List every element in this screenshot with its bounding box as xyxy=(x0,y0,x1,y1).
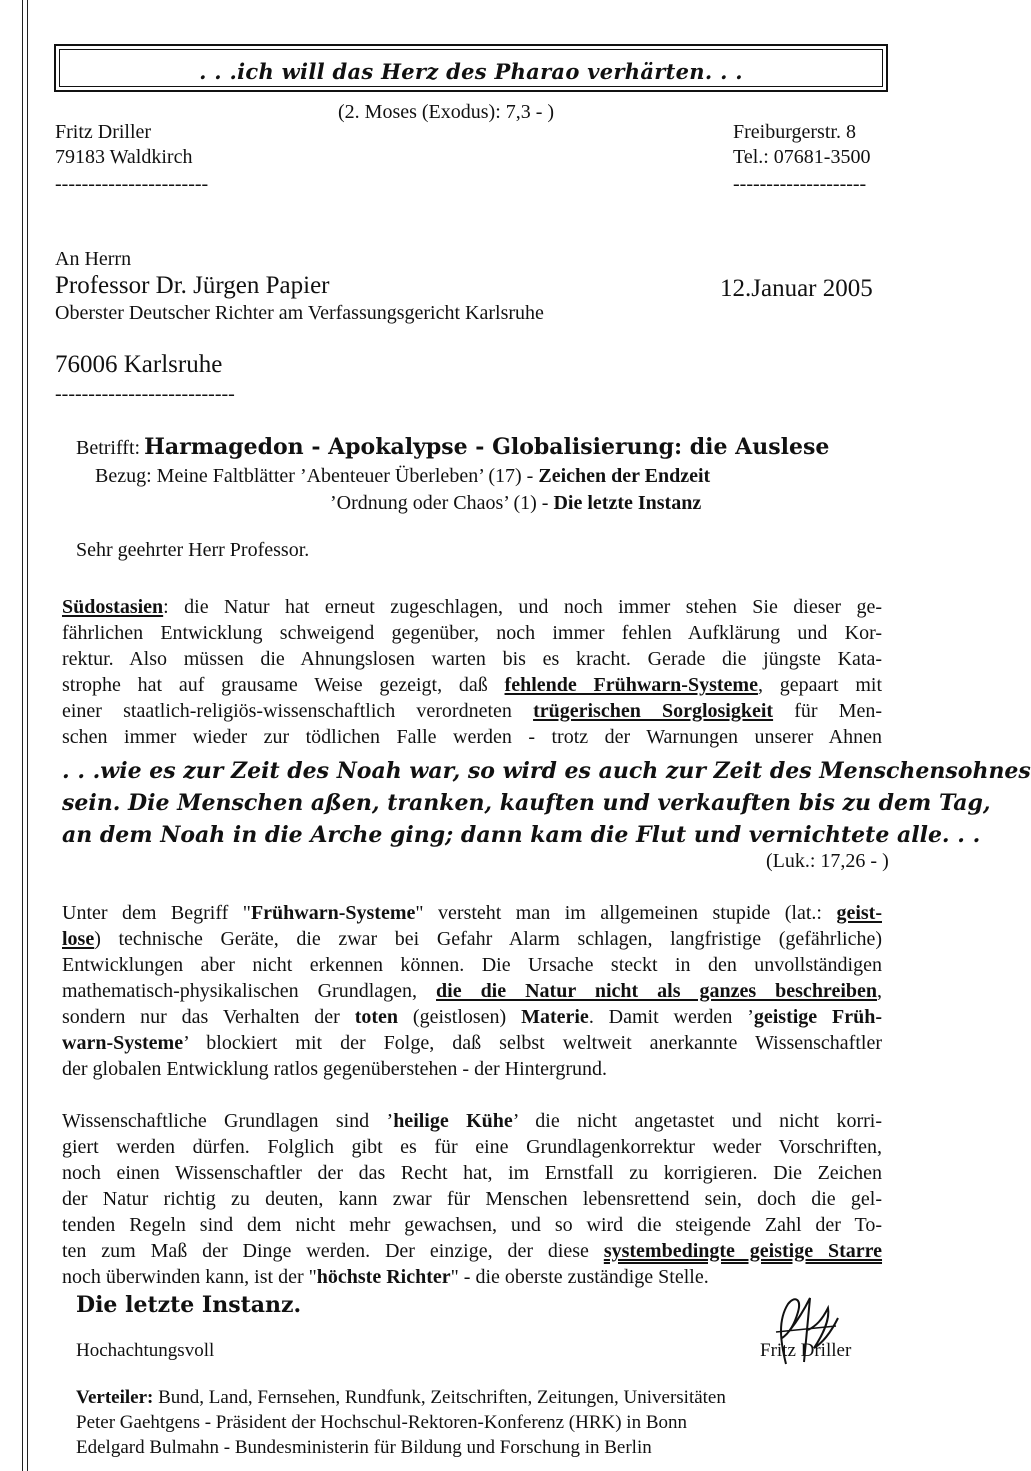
para3-line6: ten zum Maß der Dinge werden. Der einzige, der diese systembedingte geistige Starre xyxy=(62,1240,883,1262)
subject-label: Betrifft: xyxy=(76,437,141,459)
para2-line5: sondern nur das Verhalten der toten (geistlosen) Materie. Damit werden ’geistige Früh- xyxy=(62,1006,883,1028)
para2-line6: warn-Systeme’ blockiert mit der Folge, daß selbst weltweit anerkannte Wissenschaftler xyxy=(62,1032,882,1054)
motto-reference: (2. Moses (Exodus): 7,3 - ) xyxy=(338,101,555,123)
para2-line1: Unter dem Begriff "Frühwarn-Systeme" versteht man im allgemeinen stupide (lat.: geist- xyxy=(62,902,882,924)
quote-line1: . . .wie es zur Zeit des Noah war, so wird es auch zur Zeit des Menschensohnes xyxy=(62,758,1031,784)
final-authority: Die letzte Instanz. xyxy=(76,1292,302,1318)
para3-line5: tenden Regeln sind dem nicht mehr gewachsen, und so wird die steigende Zahl der To- xyxy=(62,1214,882,1236)
greeting: Sehr geehrter Herr Professor. xyxy=(76,539,310,561)
para2-line7: der globalen Entwicklung ratlos gegenüberstehen - der Hintergrund. xyxy=(62,1058,608,1080)
para3-line4: der Natur richtig zu deuten, kann zwar für Menschen lebensrettend sein, doch die gel- xyxy=(62,1188,882,1210)
sender-divider-right: -------------------- xyxy=(733,173,867,195)
reference-line-1: Bezug: Meine Faltblätter ’Abenteuer Überleben’ (17) - Zeichen der Endzeit xyxy=(95,465,711,487)
sender-divider: ----------------------- xyxy=(55,173,209,195)
subject-text: Harmagedon - Apokalypse - Globalisierung: die Auslese xyxy=(144,434,830,460)
handwritten-signature xyxy=(758,1290,858,1370)
para1-line3: rektur. Also müssen die Ahnungslosen warten bis es kracht. Gerade die jüngste Kata- xyxy=(62,648,882,670)
sender-name: Fritz Driller xyxy=(55,121,152,143)
para1-line2: fährlichen Entwicklung schweigend gegenüber, noch immer fehlen Aufklärung und Kor- xyxy=(62,622,882,644)
quote-reference: (Luk.: 17,26 - ) xyxy=(766,850,889,872)
para1-line6: schen immer wieder zur tödlichen Falle werden - trotz der Warnungen unserer Ahnen xyxy=(62,726,882,748)
subject-line xyxy=(76,436,829,458)
para1-line1: Südostasien: die Natur hat erneut zugeschlagen, und noch immer stehen Sie dieser ge- xyxy=(62,596,882,618)
quote-line3: an dem Noah in die Arche ging; dann kam die Flut und vernichtete alle. . . xyxy=(62,822,981,848)
closing: Hochachtungsvoll xyxy=(76,1340,215,1361)
recipient-divider: --------------------------- xyxy=(55,383,235,405)
para2-line4: mathematisch-physikalischen Grundlagen, die die Natur nicht als ganzes beschreiben, xyxy=(62,980,883,1002)
sender-phone: Tel.: 07681-3500 xyxy=(733,146,871,168)
recipient-name: Professor Dr. Jürgen Papier xyxy=(55,272,330,299)
para3-line2: giert werden dürfen. Folglich gibt es für eine Grundlagenkorrektur weder Vorschriften, xyxy=(62,1136,882,1158)
quote-line2: sein. Die Menschen aßen, tranken, kauften und verkauften bis zu dem Tag, xyxy=(62,790,991,816)
para1-line4: strophe hat auf grausame Weise gezeigt, daß fehlende Frühwarn-Systeme, gepaart mit xyxy=(62,674,883,696)
para2-line3: Entwicklungen aber nicht erkennen können. Die Ursache steckt in den unvollständigen xyxy=(62,954,882,976)
distribution-line3: Edelgard Bulmahn - Bundesministerin für Bildung und Forschung in Berlin xyxy=(76,1437,652,1458)
sender-street: Freiburgerstr. 8 xyxy=(733,121,856,143)
signature-name: Fritz Driller xyxy=(760,1340,852,1361)
reference-line-2: ’Ordnung oder Chaos’ (1) - Die letzte Instanz xyxy=(330,492,702,514)
para3-line7: noch überwinden kann, ist der "höchste Richter" - die oberste zuständige Stelle. xyxy=(62,1266,709,1288)
distribution-line1: Verteiler: Bund, Land, Fernsehen, Rundfunk, Zeitschriften, Zeitungen, Universitäten xyxy=(76,1387,726,1408)
para2-line2: lose) technische Geräte, die zwar bei Gefahr Alarm schlagen, langfristige (gefährliche) xyxy=(62,928,882,950)
left-margin-rule xyxy=(22,0,23,1471)
recipient-city: 76006 Karlsruhe xyxy=(55,351,223,378)
motto-text: . . .ich will das Herz des Pharao verhärten. . . xyxy=(199,59,743,84)
recipient-title: Oberster Deutscher Richter am Verfassungsgericht Karlsruhe xyxy=(55,302,544,324)
para3-line3: noch einen Wissenschaftler der das Recht hat, im Ernstfall zu korrigieren. Die Zeichen xyxy=(62,1162,882,1184)
para3-line1: Wissenschaftliche Grundlagen sind ’heilige Kühe’ die nicht angetastet und nicht korri- xyxy=(62,1110,882,1132)
recipient-salutation-line: An Herrn xyxy=(55,248,132,270)
para1-line5: einer staatlich-religiös-wissenschaftlich verordneten trügerischen Sorglosigkeit für Men- xyxy=(62,700,883,722)
motto-box xyxy=(54,44,888,92)
letter-date: 12.Januar 2005 xyxy=(720,275,873,302)
sender-city: 79183 Waldkirch xyxy=(55,146,193,168)
distribution-line2: Peter Gaehtgens - Präsident der Hochschul-Rektoren-Konferenz (HRK) in Bonn xyxy=(76,1412,687,1433)
left-margin-rule-inner xyxy=(27,0,28,1471)
